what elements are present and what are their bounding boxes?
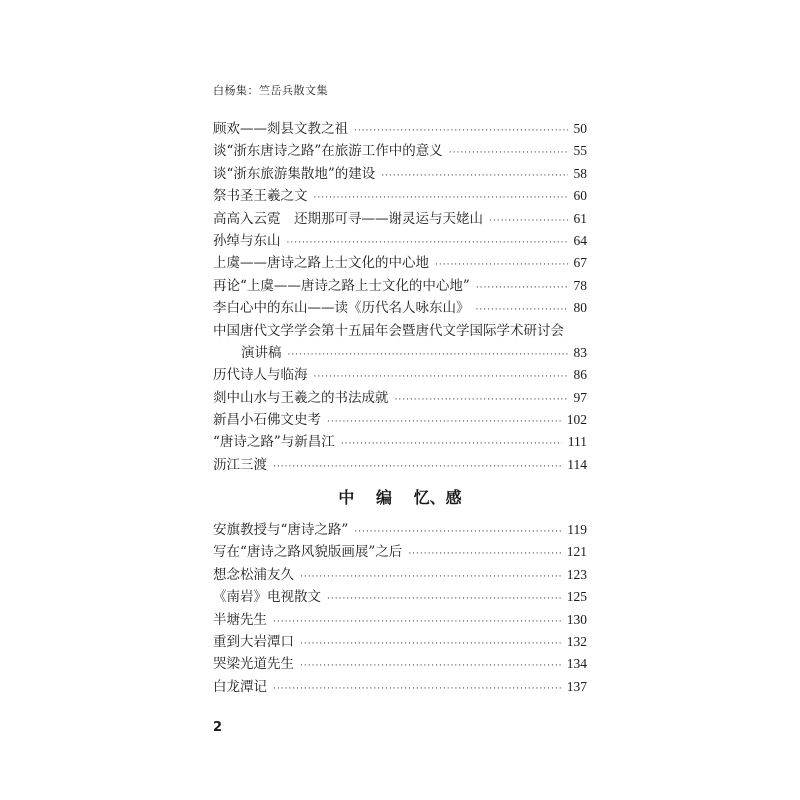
toc-entry-title: 祭书圣王羲之文 <box>213 188 308 205</box>
toc-entry <box>213 185 587 207</box>
toc-entry-page: 132 <box>566 633 587 649</box>
dot-leader <box>435 254 568 276</box>
dot-leader <box>327 588 561 610</box>
toc-entry-title: 写在“唐诗之路风貌版画展”之后 <box>213 544 403 561</box>
toc-entry-title: 白龙潭记 <box>213 678 267 695</box>
toc-entry <box>213 631 587 653</box>
toc-entry-title: 想念松浦友久 <box>213 566 294 583</box>
dot-leader <box>341 433 562 455</box>
toc-entry-page: 123 <box>566 566 587 582</box>
dot-leader <box>489 210 568 232</box>
toc-entry-page: 80 <box>573 300 587 316</box>
toc-entry-page: 78 <box>573 277 587 293</box>
dot-leader <box>354 521 561 543</box>
toc-entry-page: 125 <box>566 589 587 605</box>
toc-entry-title: “唐诗之路”与新昌江 <box>213 434 335 451</box>
dot-leader <box>288 344 568 366</box>
dot-leader <box>408 543 560 565</box>
toc-entry-title: 高高入云霓 还期那可寻——谢灵运与天姥山 <box>213 210 483 227</box>
dot-leader <box>314 187 568 209</box>
section-name: 忆、感 <box>413 488 462 507</box>
toc-entry-title: 再论“上虞——唐诗之路上士文化的中心地” <box>213 277 470 294</box>
section-part: 中 <box>338 488 355 507</box>
dot-leader <box>300 655 561 677</box>
toc-entry <box>213 609 587 631</box>
toc-entry-page: 83 <box>573 344 587 360</box>
dot-leader <box>395 389 568 411</box>
toc-entry <box>213 454 587 476</box>
section-label: 编 <box>375 488 392 507</box>
dot-leader <box>273 456 561 478</box>
toc-entry <box>213 653 587 675</box>
page-number: 2 <box>213 720 223 735</box>
toc-entry-page: 67 <box>573 255 587 271</box>
toc-entry-page: 50 <box>573 121 587 136</box>
toc-entry-title: 上虞——唐诗之路上士文化的中心地 <box>213 255 429 272</box>
toc-entry-page: 134 <box>566 656 587 672</box>
toc-entry-title: 沥江三渡 <box>213 456 267 473</box>
dot-leader <box>273 611 561 633</box>
toc-entry-title: 李白心中的东山——读《历代名人咏东山》 <box>213 300 470 317</box>
toc-entry-page: 64 <box>573 232 587 248</box>
toc-entry-title: 顾欢——剡县文教之祖 <box>213 121 348 137</box>
toc-entry-page: 114 <box>567 456 587 472</box>
toc-entry-page: 97 <box>573 389 587 405</box>
toc-entry <box>213 409 587 431</box>
toc-entry-page: 55 <box>573 143 587 159</box>
running-head: 白杨集：竺岳兵散文集 <box>213 84 328 97</box>
toc-entry-page: 121 <box>566 544 587 560</box>
toc-entry <box>213 586 587 608</box>
dot-leader <box>300 633 561 655</box>
toc-entry-page: 130 <box>566 611 587 627</box>
toc-entry-page: 60 <box>573 188 587 204</box>
dot-leader <box>449 142 568 164</box>
toc-entry-title: 孙绰与东山 <box>213 232 281 249</box>
toc-entry-title: 重到大岩潭口 <box>213 633 294 650</box>
dot-leader <box>287 232 568 254</box>
section-heading <box>0 485 800 508</box>
toc-entry <box>213 676 587 698</box>
toc-entry-title: 中国唐代文学学会第十五届年会暨唐代文学国际学术研讨会 <box>213 322 564 339</box>
toc-entry-title: 哭梁光道先生 <box>213 656 294 673</box>
toc-entry-title: 剡中山水与王羲之的书法成就 <box>213 389 389 406</box>
toc-entry-continuation <box>213 342 587 364</box>
toc-entry-title-continued: 演讲稿 <box>241 344 282 361</box>
toc-entry <box>213 431 587 453</box>
toc-entry <box>213 163 587 185</box>
toc-list-part1 <box>213 118 587 476</box>
dot-leader <box>476 277 568 299</box>
toc-entry-title: 新昌小石佛文史考 <box>213 412 321 429</box>
toc-entry-title: 半塘先生 <box>213 611 267 628</box>
toc-entry-page: 61 <box>573 210 587 226</box>
toc-entry <box>213 208 587 230</box>
dot-leader <box>300 566 561 588</box>
toc-entry <box>213 297 587 319</box>
dot-leader <box>381 165 567 187</box>
dot-leader <box>476 299 568 321</box>
toc-entry-title: 《南岩》电视散文 <box>213 589 321 606</box>
toc-entry <box>213 252 587 274</box>
toc-entry <box>213 387 587 409</box>
toc-entry <box>213 118 587 140</box>
toc-entry <box>213 230 587 252</box>
dot-leader <box>354 120 568 142</box>
toc-entry <box>213 320 587 342</box>
toc-entry-page: 86 <box>573 367 587 383</box>
toc-entry-page: 102 <box>566 412 587 428</box>
toc-entry-page: 137 <box>566 678 587 694</box>
dot-leader <box>327 411 561 433</box>
dot-leader <box>314 366 568 388</box>
toc-entry <box>213 564 587 586</box>
toc-entry-title: 安旗教授与“唐诗之路” <box>213 522 349 538</box>
toc-entry-page: 119 <box>567 522 587 537</box>
toc-entry-page: 111 <box>567 434 587 450</box>
toc-entry <box>213 275 587 297</box>
toc-entry-title: 历代诗人与临海 <box>213 367 308 384</box>
toc-list-part2 <box>213 519 587 698</box>
toc-entry <box>213 364 587 386</box>
toc-entry <box>213 140 587 162</box>
toc-entry-title: 谈“浙东旅游集散地”的建设 <box>213 165 376 182</box>
toc-entry <box>213 541 587 563</box>
dot-leader <box>273 678 561 700</box>
toc-entry-page: 58 <box>573 165 587 181</box>
toc-entry <box>213 519 587 541</box>
toc-entry-title: 谈“浙东唐诗之路”在旅游工作中的意义 <box>213 143 443 160</box>
